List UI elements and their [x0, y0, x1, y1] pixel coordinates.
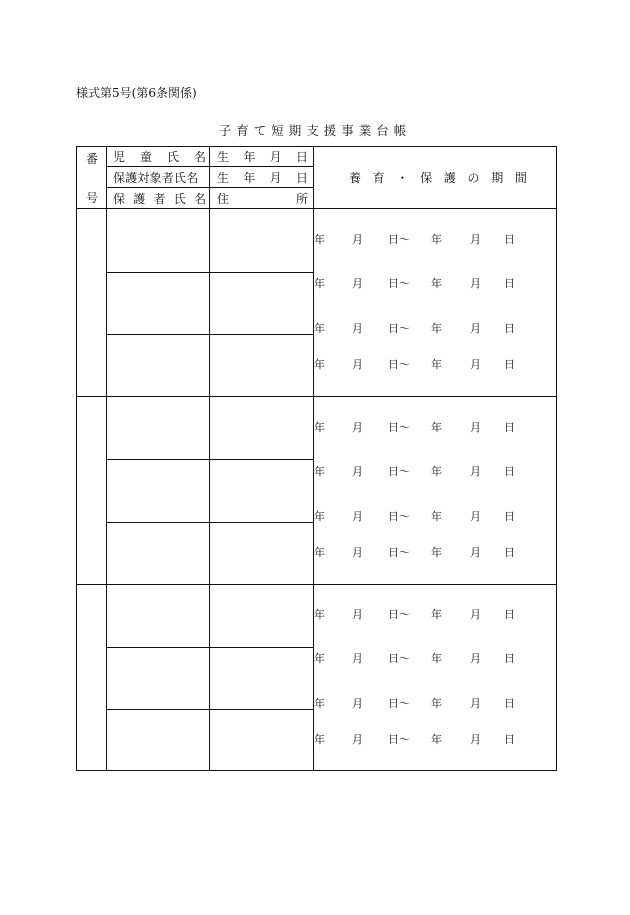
- date-label: 年: [431, 697, 442, 710]
- date-label: 月: [352, 464, 363, 478]
- group-divider-line: [77, 584, 556, 585]
- date-label: 月: [352, 358, 363, 371]
- number-header-char-1: 番: [86, 152, 99, 166]
- date-label: 月: [352, 697, 363, 710]
- birth-char: 年: [243, 171, 256, 185]
- date-label: 年: [314, 509, 325, 523]
- date-label: 月: [352, 509, 363, 523]
- sub-row-line: [106, 272, 313, 273]
- date-label: 日: [504, 358, 515, 371]
- guardian-name-header: [113, 193, 206, 205]
- date-label: 月: [352, 233, 363, 246]
- period-char: 育: [372, 171, 385, 185]
- date-label: 月: [352, 545, 363, 559]
- form-reference: 様式第5号(第6条関係): [76, 86, 197, 100]
- date-label: 月: [470, 545, 481, 559]
- date-label: 年: [431, 358, 442, 371]
- date-label: 月: [470, 509, 481, 523]
- date-label: 年: [314, 608, 325, 621]
- date-label: 月: [470, 697, 481, 710]
- date-label: 日〜: [388, 509, 410, 523]
- guardian-name-char: 護: [133, 192, 146, 206]
- date-label: 年: [431, 545, 442, 559]
- period-char: 養: [349, 171, 362, 185]
- sub-row-line: [106, 647, 313, 648]
- date-label: 年: [431, 420, 442, 434]
- child-name-char: 名: [193, 150, 206, 164]
- date-label: 月: [352, 420, 363, 434]
- ledger-title: 子育て短期支援事業台帳: [218, 123, 412, 138]
- date-label: 月: [352, 277, 363, 290]
- date-label: 日: [504, 697, 515, 710]
- date-label: 日〜: [388, 322, 410, 335]
- birth-char: 生: [217, 150, 230, 164]
- date-label: 月: [470, 420, 481, 434]
- date-label: 年: [431, 733, 442, 746]
- date-label: 年: [314, 697, 325, 710]
- date-label: 日〜: [388, 420, 410, 434]
- header-row-line-2: [106, 187, 313, 188]
- guardian-name-char: 氏: [173, 192, 186, 206]
- date-label: 年: [431, 277, 442, 290]
- date-label: 日: [504, 509, 515, 523]
- date-label: 年: [431, 509, 442, 523]
- birth-char: 月: [269, 171, 282, 185]
- date-label: 月: [352, 652, 363, 665]
- period-char: 間: [514, 171, 527, 185]
- date-label: 日〜: [388, 277, 410, 290]
- date-label: 年: [431, 233, 442, 246]
- period-char: の: [467, 171, 480, 185]
- date-label: 年: [314, 420, 325, 434]
- date-label: 月: [470, 277, 481, 290]
- birth-char: 月: [269, 150, 282, 164]
- date-label: 日〜: [388, 733, 410, 746]
- date-label: 日〜: [388, 697, 410, 710]
- date-label: 月: [470, 733, 481, 746]
- address-char: 所: [295, 192, 308, 206]
- date-label: 日: [504, 277, 515, 290]
- date-label: 日: [504, 420, 515, 434]
- guardian-name-char: 名: [193, 192, 206, 206]
- child-name-char: 童: [139, 150, 152, 164]
- date-label: 年: [314, 322, 325, 335]
- birth-char: 生: [217, 171, 230, 185]
- period-char: 保: [420, 171, 433, 185]
- child-name-char: 氏: [166, 150, 179, 164]
- date-label: 月: [352, 733, 363, 746]
- guardian-name-char: 者: [153, 192, 166, 206]
- date-label: 日: [504, 464, 515, 478]
- date-label: 年: [314, 652, 325, 665]
- sub-row-line: [106, 709, 313, 710]
- birthdate-header-1: [217, 151, 308, 163]
- date-label: 年: [431, 464, 442, 478]
- date-label: 日〜: [388, 608, 410, 621]
- header-bottom-line: [77, 208, 556, 209]
- date-label: 月: [470, 358, 481, 371]
- number-header-char-2: 号: [86, 191, 99, 205]
- date-label: 日: [504, 545, 515, 559]
- header-row-line-1: [106, 166, 313, 167]
- date-label: 日〜: [388, 652, 410, 665]
- date-label: 日: [504, 608, 515, 621]
- date-label: 月: [470, 464, 481, 478]
- address-header: [217, 193, 308, 205]
- date-label: 年: [314, 233, 325, 246]
- birth-char: 日: [295, 171, 308, 185]
- date-label: 月: [470, 233, 481, 246]
- date-label: 日: [504, 233, 515, 246]
- guardian-name-char: 保: [113, 192, 126, 206]
- birth-char: 日: [295, 150, 308, 164]
- sub-row-line: [106, 522, 313, 523]
- date-label: 年: [431, 322, 442, 335]
- date-label: 月: [470, 608, 481, 621]
- group-divider-line: [77, 396, 556, 397]
- sub-row-line: [106, 334, 313, 335]
- date-label: 日: [504, 322, 515, 335]
- guardian-target-name-header: 保護対象者氏名: [113, 171, 199, 185]
- date-label: 月: [470, 652, 481, 665]
- date-label: 月: [352, 322, 363, 335]
- date-label: 年: [431, 608, 442, 621]
- sub-row-line: [106, 459, 313, 460]
- date-label: 年: [431, 652, 442, 665]
- date-label: 日〜: [388, 464, 410, 478]
- date-label: 月: [352, 608, 363, 621]
- birthdate-header-2: [217, 172, 308, 184]
- date-label: 年: [314, 464, 325, 478]
- date-label: 日: [504, 652, 515, 665]
- ledger-table: [76, 146, 557, 771]
- date-label: 日〜: [388, 545, 410, 559]
- date-label: 月: [470, 322, 481, 335]
- address-char: 住: [217, 192, 230, 206]
- date-label: 日〜: [388, 358, 410, 371]
- birth-char: 年: [243, 150, 256, 164]
- period-header: [349, 172, 527, 184]
- date-label: 年: [314, 733, 325, 746]
- date-label: 日: [504, 733, 515, 746]
- date-label: 年: [314, 358, 325, 371]
- period-char: ・: [396, 171, 409, 185]
- date-label: 年: [314, 545, 325, 559]
- date-label: 日〜: [388, 233, 410, 246]
- child-name-header: [113, 151, 206, 163]
- child-name-char: 児: [113, 150, 126, 164]
- period-char: 護: [443, 171, 456, 185]
- period-char: 期: [491, 171, 504, 185]
- date-label: 年: [314, 277, 325, 290]
